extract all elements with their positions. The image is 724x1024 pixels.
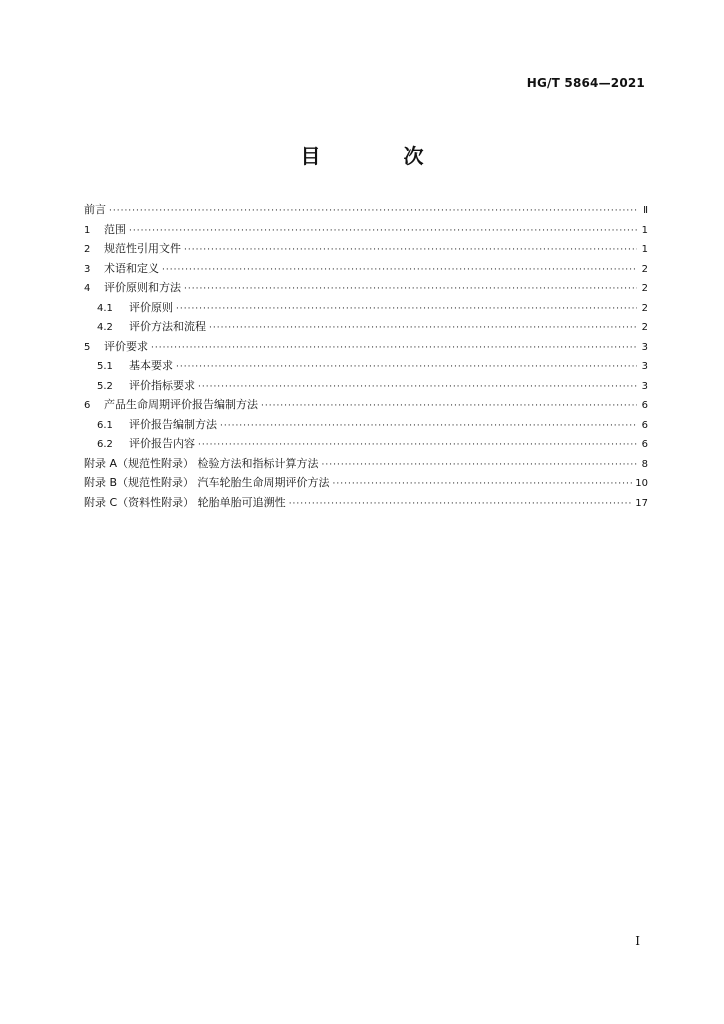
toc-entry-number: 5 bbox=[84, 341, 91, 353]
standard-number: HG/T 5864—2021 bbox=[526, 76, 645, 90]
toc-entry-number: 4 bbox=[84, 283, 91, 294]
toc-entry-page: Ⅱ bbox=[643, 205, 648, 216]
toc-leader-dots bbox=[289, 495, 633, 515]
toc-entry-page: 6 bbox=[641, 439, 648, 450]
toc-leader-dots bbox=[176, 300, 637, 320]
toc-entry[interactable] bbox=[84, 493, 648, 513]
toc-entry-number: 2 bbox=[84, 244, 91, 255]
toc-entry-label: 前言 bbox=[84, 203, 106, 216]
toc-entry-label: 附录 C（资料性附录） 轮胎单胎可追溯性 bbox=[84, 495, 286, 509]
table-of-contents bbox=[84, 200, 648, 512]
toc-leader-dots bbox=[129, 222, 637, 242]
toc-leader-dots bbox=[261, 397, 637, 417]
toc-entry[interactable] bbox=[84, 278, 648, 298]
toc-entry-label: 评价原则 bbox=[129, 300, 173, 314]
toc-leader-dots bbox=[109, 202, 637, 222]
toc-entry[interactable] bbox=[84, 415, 648, 435]
toc-leader-dots bbox=[151, 339, 637, 359]
toc-entry-page: 17 bbox=[635, 497, 648, 509]
toc-entry-page: 10 bbox=[635, 478, 648, 489]
toc-entry-number: 1 bbox=[84, 224, 91, 236]
toc-entry[interactable] bbox=[84, 239, 648, 259]
toc-entry[interactable] bbox=[84, 298, 648, 318]
toc-entry-number: 6.2 bbox=[97, 439, 113, 450]
toc-entry-label: 规范性引用文件 bbox=[104, 242, 181, 255]
toc-entry[interactable] bbox=[84, 454, 648, 474]
toc-entry[interactable] bbox=[84, 356, 648, 376]
toc-entry-page: 3 bbox=[641, 341, 648, 353]
toc-entry[interactable] bbox=[84, 259, 648, 279]
toc-title: 目 次 bbox=[300, 144, 462, 168]
toc-entry-page: 2 bbox=[641, 322, 648, 333]
toc-entry[interactable] bbox=[84, 473, 648, 493]
toc-entry-label: 术语和定义 bbox=[104, 261, 159, 275]
toc-entry-number: 3 bbox=[84, 263, 91, 275]
toc-entry[interactable] bbox=[84, 220, 648, 240]
toc-leader-dots bbox=[333, 475, 633, 495]
toc-entry-page: 3 bbox=[641, 361, 648, 372]
page-number: I bbox=[635, 934, 640, 948]
toc-entry-number: 5.2 bbox=[97, 380, 113, 392]
toc-entry-page: 6 bbox=[641, 419, 648, 431]
toc-entry-label: 附录 A（规范性附录） 检验方法和指标计算方法 bbox=[84, 456, 319, 470]
toc-entry-page: 2 bbox=[641, 263, 648, 275]
toc-entry-page: 6 bbox=[641, 400, 648, 411]
toc-entry[interactable] bbox=[84, 200, 648, 220]
toc-leader-dots bbox=[220, 417, 637, 437]
toc-entry-number: 6.1 bbox=[97, 419, 113, 431]
toc-entry-label: 评价指标要求 bbox=[129, 378, 195, 392]
toc-entry-number: 4.1 bbox=[97, 302, 113, 314]
toc-entry-page: 3 bbox=[641, 380, 648, 392]
toc-entry-number: 5.1 bbox=[97, 361, 113, 372]
toc-entry[interactable] bbox=[84, 317, 648, 337]
toc-leader-dots bbox=[209, 319, 637, 339]
toc-entry-label: 范围 bbox=[104, 222, 126, 236]
toc-entry-number: 6 bbox=[84, 400, 91, 411]
toc-entry-page: 8 bbox=[641, 458, 648, 470]
toc-leader-dots bbox=[184, 280, 637, 300]
toc-entry-number: 4.2 bbox=[97, 322, 113, 333]
toc-entry-label: 评价原则和方法 bbox=[104, 281, 181, 294]
toc-entry-label: 评价方法和流程 bbox=[129, 320, 206, 333]
toc-entry-label: 评价报告内容 bbox=[129, 437, 195, 450]
toc-entry[interactable] bbox=[84, 395, 648, 415]
toc-entry[interactable] bbox=[84, 376, 648, 396]
toc-entry-page: 1 bbox=[641, 224, 648, 236]
toc-entry-label: 评价报告编制方法 bbox=[129, 417, 217, 431]
toc-entry-label: 产品生命周期评价报告编制方法 bbox=[104, 398, 258, 411]
toc-entry-page: 1 bbox=[641, 244, 648, 255]
toc-leader-dots bbox=[176, 358, 637, 378]
toc-leader-dots bbox=[198, 378, 637, 398]
toc-entry[interactable] bbox=[84, 434, 648, 454]
toc-entry-label: 附录 B（规范性附录） 汽车轮胎生命周期评价方法 bbox=[84, 476, 330, 489]
toc-leader-dots bbox=[184, 241, 637, 261]
toc-entry-page: 2 bbox=[641, 283, 648, 294]
toc-entry-label: 评价要求 bbox=[104, 339, 148, 353]
toc-entry[interactable] bbox=[84, 337, 648, 357]
toc-entry-label: 基本要求 bbox=[129, 359, 173, 372]
toc-leader-dots bbox=[322, 456, 637, 476]
toc-leader-dots bbox=[162, 261, 637, 281]
toc-entry-page: 2 bbox=[641, 302, 648, 314]
